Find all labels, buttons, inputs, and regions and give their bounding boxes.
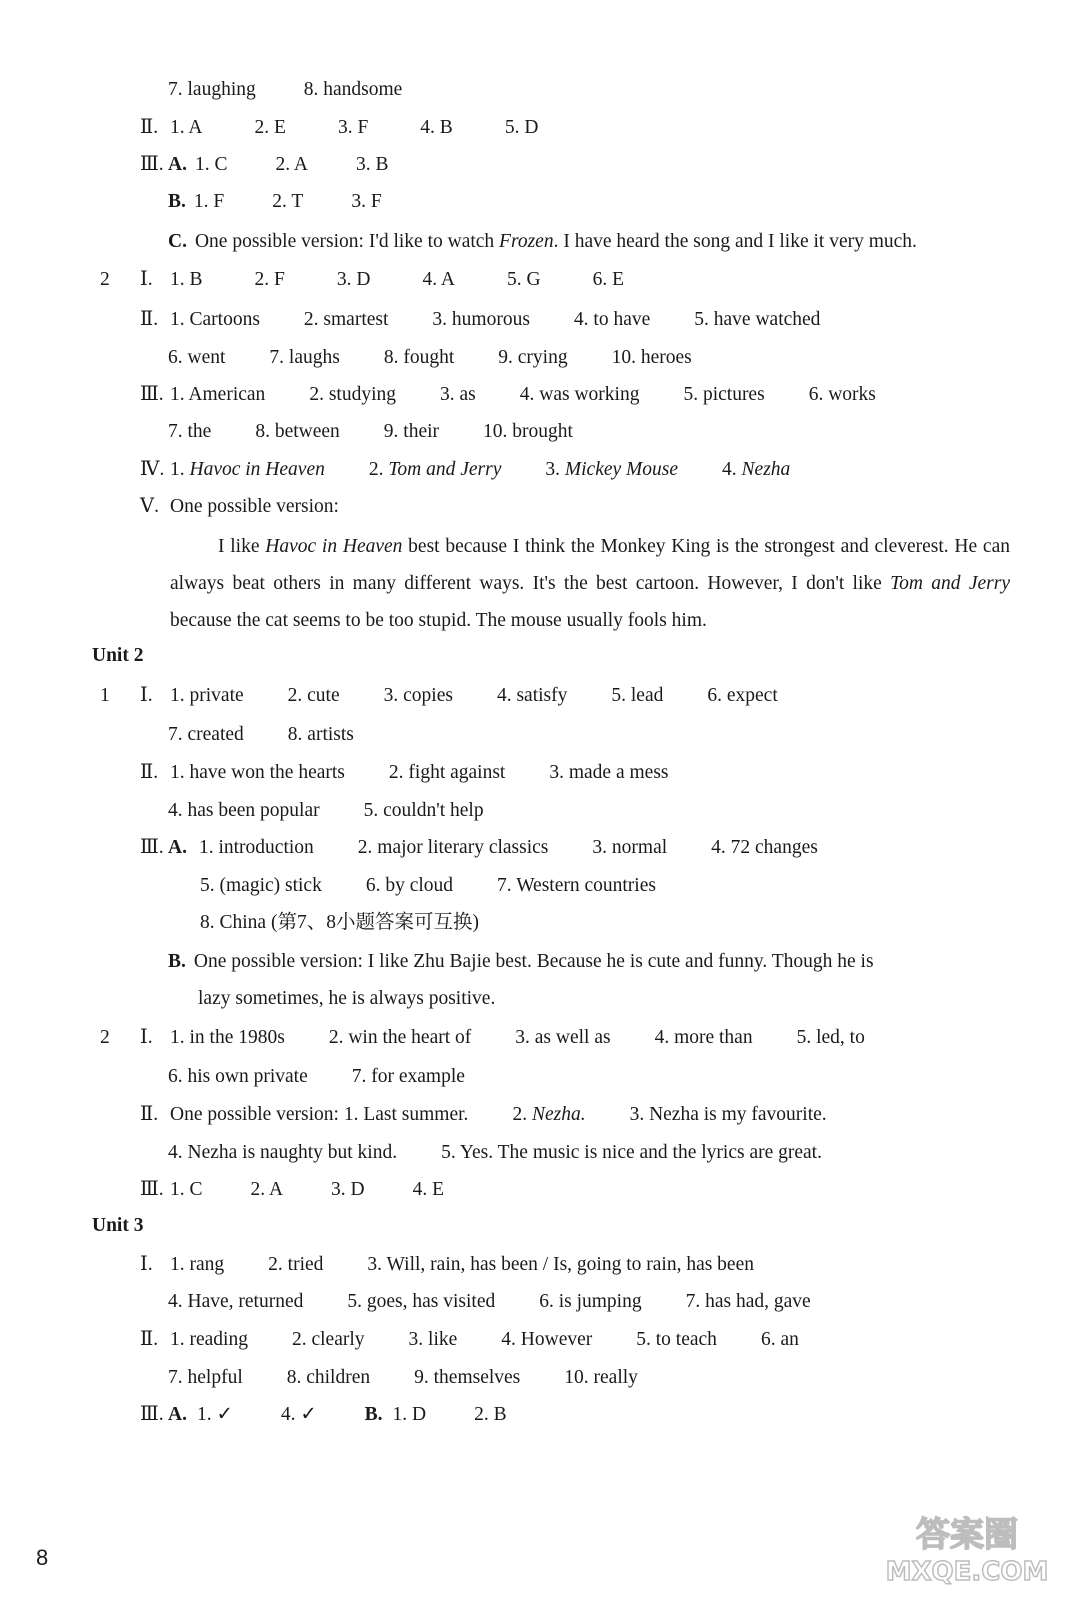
answer-line: 1. Cartoons 2. smartest 3. humorous 4. to have 5. have watched — [170, 309, 821, 330]
exercise-number: 2 — [100, 269, 110, 290]
unit-heading: Unit 2 — [92, 645, 144, 666]
answer-line: 1. private 2. cute 3. copies 4. satisfy 5. lead 6. expect — [170, 685, 778, 706]
answer-line: One possible version: — [170, 496, 339, 517]
watermark-logo — [870, 1510, 1065, 1585]
answer-line: 1. A 2. E 3. F 4. B 5. D — [170, 117, 539, 138]
section-numeral: Ⅱ. — [140, 309, 159, 330]
section-numeral: Ⅰ. — [140, 269, 153, 290]
section-numeral: Ⅲ. — [140, 154, 164, 175]
answer-line: 7. helpful 8. children 9. themselves 10. really — [168, 1367, 638, 1388]
answer-line: 1. Havoc in Heaven 2. Tom and Jerry 3. Mickey Mouse 4. Nezha — [170, 459, 791, 480]
answer-line: 1. reading 2. clearly 3. like 4. However 5. to teach 6. an — [170, 1329, 799, 1350]
section-numeral: Ⅱ. — [140, 1329, 159, 1350]
answer-line: 1. have won the hearts 2. fight against 3. made a mess — [170, 762, 669, 783]
section-numeral: Ⅲ. — [140, 1179, 164, 1200]
answer-line: C. One possible version: I'd like to watch Frozen. I have heard the song and I like it very much. — [168, 231, 917, 252]
answer-line: A. 1. C 2. A 3. B — [168, 154, 389, 175]
answer-line: 1. American 2. studying 3. as 4. was working 5. pictures 6. works — [170, 384, 876, 405]
exercise-number: 1 — [100, 685, 110, 706]
section-numeral: Ⅲ. — [140, 837, 164, 858]
section-numeral: Ⅱ. — [140, 117, 159, 138]
answer-line: 7. the 8. between 9. their 10. brought — [168, 421, 573, 442]
section-numeral: Ⅳ. — [140, 459, 165, 480]
answer-line: 1. in the 1980s 2. win the heart of 3. as well as 4. more than 5. led, to — [170, 1027, 865, 1048]
section-numeral: Ⅰ. — [140, 1027, 153, 1048]
section-numeral: Ⅲ. — [140, 1404, 164, 1425]
unit-heading: Unit 3 — [92, 1215, 144, 1236]
answer-line: One possible version: 1. Last summer. 2. Nezha. 3. Nezha is my favourite. — [170, 1104, 827, 1125]
answer-line: 1. B 2. F 3. D 4. A 5. G 6. E — [170, 269, 624, 290]
section-numeral: Ⅰ. — [140, 1254, 153, 1275]
answer-line: 7. laughing 8. handsome — [168, 79, 403, 100]
answer-line: A. 1. ✓ 4. ✓ B. 1. D 2. B — [168, 1404, 507, 1425]
answer-line: lazy sometimes, he is always positive. — [198, 988, 496, 1009]
answer-line: 6. his own private 7. for example — [168, 1066, 465, 1087]
answer-line: 5. (magic) stick 6. by cloud 7. Western countries — [200, 875, 656, 896]
section-numeral: Ⅰ. — [140, 685, 153, 706]
answer-line: 6. went 7. laughs 8. fought 9. crying 10. heroes — [168, 347, 692, 368]
sample-paragraph: I like Havoc in Heaven best because I think the Monkey King is the strongest and cleverest. He can always beat others in many different ways. It's the best cartoon. However, I don't like Tom and Jerry because the cat seems to be too stupid. The mouse usually fools him. — [170, 536, 1010, 631]
answer-line: A. 1. introduction 2. major literary classics 3. normal 4. 72 changes — [168, 837, 818, 858]
answer-line: 1. C 2. A 3. D 4. E — [170, 1179, 445, 1200]
answer-line: 4. has been popular 5. couldn't help — [168, 800, 484, 821]
section-numeral: Ⅱ. — [140, 762, 159, 783]
watermark-top-text: 答案圈 — [916, 1515, 1018, 1555]
answer-line: 8. China (第7、8小题答案可互换) — [200, 912, 479, 933]
answer-line: 4. Have, returned 5. goes, has visited 6. is jumping 7. has had, gave — [168, 1291, 811, 1312]
exercise-number: 2 — [100, 1027, 110, 1048]
watermark-bottom-text: MXQE.COM — [885, 1557, 1049, 1585]
section-numeral: Ⅴ. — [140, 496, 159, 517]
page-number: 8 — [36, 1545, 49, 1570]
section-numeral: Ⅱ. — [140, 1104, 159, 1125]
answer-line: 1. rang 2. tried 3. Will, rain, has been / Is, going to rain, has been — [170, 1254, 754, 1275]
answer-line: 7. created 8. artists — [168, 724, 354, 745]
answer-line: B. 1. F 2. T 3. F — [168, 191, 382, 212]
answer-line: 4. Nezha is naughty but kind. 5. Yes. The music is nice and the lyrics are great. — [168, 1142, 822, 1163]
section-numeral: Ⅲ. — [140, 384, 164, 405]
answer-line: B. One possible version: I like Zhu Bajie best. Because he is cute and funny. Though he is — [168, 951, 874, 972]
